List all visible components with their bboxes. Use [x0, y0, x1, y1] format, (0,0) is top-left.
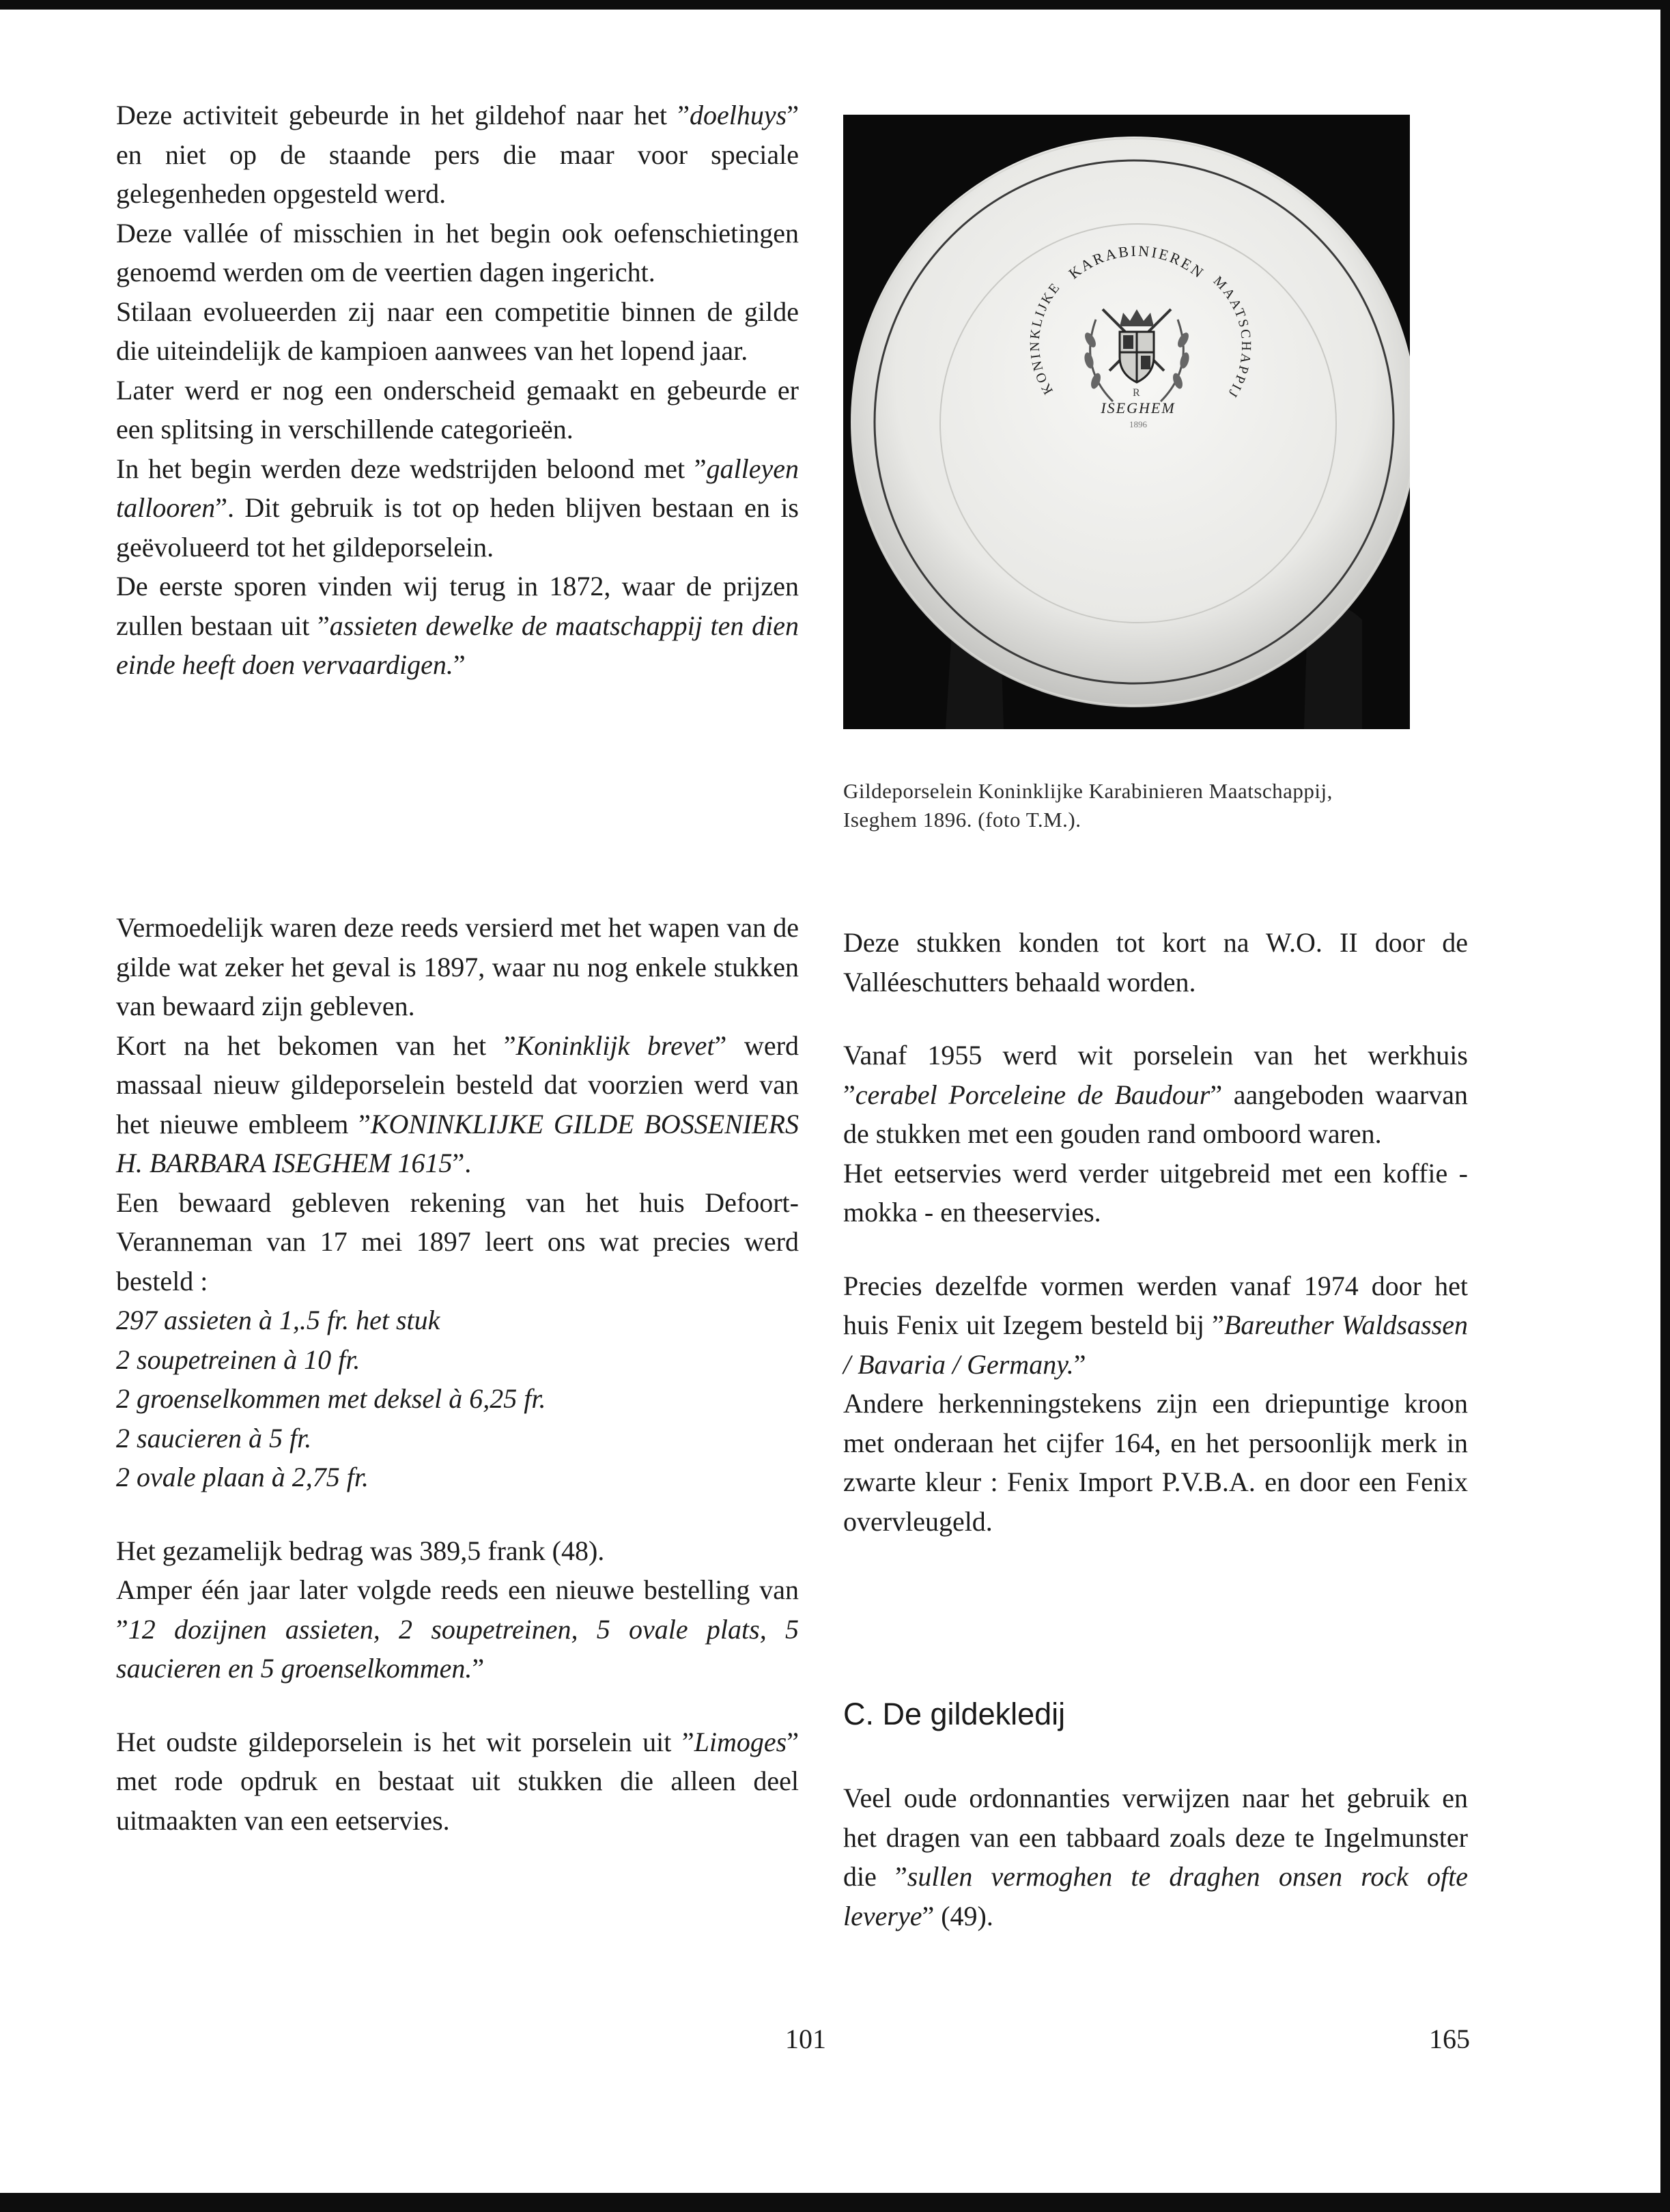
right-column-lower: [843, 923, 1468, 1541]
list-item: 2 saucieren à 5 fr.: [116, 1422, 312, 1454]
page-number-left: 101: [785, 2024, 826, 2054]
right-column-final: [843, 1778, 1468, 1936]
paragraph: Kort na het bekomen van het ”Koninklijk brevet” werd massaal nieuw gildeporselein besteld dat voorzien werd van het nieuwe embleem ”KONINKLIJKE GILDE BOSSENIERS H. BARBARA ISEGHEM 1615”.: [116, 1030, 799, 1178]
list-item: 2 ovale plaan à 2,75 fr.: [116, 1462, 369, 1492]
paragraph: Deze vallée of misschien in het begin ook oefenschietingen genoemd werden om de veertien dagen ingericht.: [116, 217, 799, 287]
scan-edge-right: [1660, 0, 1670, 2212]
paragraph: Een bewaard gebleven rekening van het huis Defoort-Veranneman van 17 mei 1897 leert ons wat precies werd besteld :: [116, 1187, 799, 1296]
paragraph: Amper één jaar later volgde reeds een nieuwe bestelling van ”12 dozijnen assieten, 2 soupetreinen, 5 ovale plats, 5 saucieren en 5 groenselkommen.”: [116, 1574, 799, 1684]
paragraph: Deze activiteit gebeurde in het gildehof naar het ”doelhuys” en niet op de staande pers die maar voor speciale gelegenheden opgesteld werd.: [116, 100, 799, 209]
paragraph: Het eetservies werd verder uitgebreid met een koffie - mokka - en theeservies.: [843, 1157, 1468, 1228]
svg-text:R: R: [1133, 387, 1140, 399]
list-item: 2 groenselkommen met deksel à 6,25 fr.: [116, 1383, 546, 1414]
scan-edge-top: [0, 0, 1670, 10]
left-column-upper: [116, 96, 799, 685]
caption-line: Iseghem 1896. (foto T.M.).: [843, 808, 1081, 832]
plate-arc-top: KARABINIEREN: [1065, 242, 1208, 283]
paragraph: Deze stukken konden tot kort na W.O. II door de Valléeschutters behaald worden.: [843, 927, 1468, 997]
paragraph: Later werd er nog een onderscheid gemaakt en gebeurde er een splitsing in verschillende categorieën.: [116, 374, 799, 444]
paragraph: Precies dezelfde vormen werden vanaf 1974 door het huis Fenix uit Izegem besteld bij ”Bareuther Waldsassen / Bavaria / Germany.”: [843, 1270, 1468, 1380]
paragraph: Vermoedelijk waren deze reeds versierd met het wapen van de gilde wat zeker het geval is 1897, waar nu nog enkele stukken van bewaard zijn gebleven.: [116, 912, 799, 1021]
paragraph: Het oudste gildeporselein is het wit porselein uit ”Limoges” met rode opdruk en bestaat uit stukken die alleen deel uitmaakten van een eetservies.: [116, 1726, 799, 1836]
section-heading: C. De gildekledij: [843, 1697, 1066, 1731]
plate-year: 1896: [1129, 419, 1147, 429]
paragraph: De eerste sporen vinden wij terug in 1872, waar de prijzen zullen bestaan uit ”assieten dewelke de maatschappij ten dien einde heeft doen vervaardigen.”: [116, 571, 799, 680]
list-item: 297 assieten à 1,.5 fr. het stuk: [116, 1305, 440, 1335]
paragraph: In het begin werden deze wedstrijden beloond met ”galleyen tallooren”. Dit gebruik is tot op heden blijven bestaan en is geëvolueerd tot het gildeporselein.: [116, 453, 799, 563]
paragraph: Het gezamelijk bedrag was 389,5 frank (48).: [116, 1535, 605, 1566]
left-column-lower: [116, 908, 799, 1840]
paragraph: Veel oude ordonnanties verwijzen naar het gebruik en het dragen van een tabbaard zoals deze te Ingelmunster die ”sullen vermoghen te draghen onsen rock ofte leverye” (49).: [843, 1783, 1469, 1931]
figure-caption: [843, 777, 1485, 834]
order-list: [116, 1301, 799, 1497]
list-item: 2 soupetreinen à 10 fr.: [116, 1344, 360, 1375]
page-number-right: 165: [1429, 2024, 1470, 2054]
scan-edge-bottom: [0, 2193, 1670, 2212]
plate-photo: [843, 115, 1410, 729]
paragraph: Vanaf 1955 werd wit porselein van het werkhuis ”cerabel Porceleine de Baudour” aangeboden waarvan de stukken met een gouden rand omboord waren.: [843, 1040, 1468, 1149]
paragraph: Andere herkenningstekens zijn een driepuntige kroon met onderaan het cijfer 164, en het persoonlijk merk in zwarte kleur : Fenix Import P.V.B.A. en door een Fenix overvleugeld.: [843, 1388, 1468, 1537]
plate-arc-left: KONINKLIJKE: [1027, 279, 1064, 397]
plate-city: ISEGHEM: [1101, 399, 1176, 416]
caption-line: Gildeporselein Koninklijke Karabinieren Maatschappij,: [843, 779, 1333, 803]
plate-arc-right: MAATSCHAPPIJ: [1210, 273, 1254, 401]
paragraph: Stilaan evolueerden zij naar een competitie binnen de gilde die uiteindelijk de kampioen aanwees van het lopend jaar.: [116, 296, 799, 366]
